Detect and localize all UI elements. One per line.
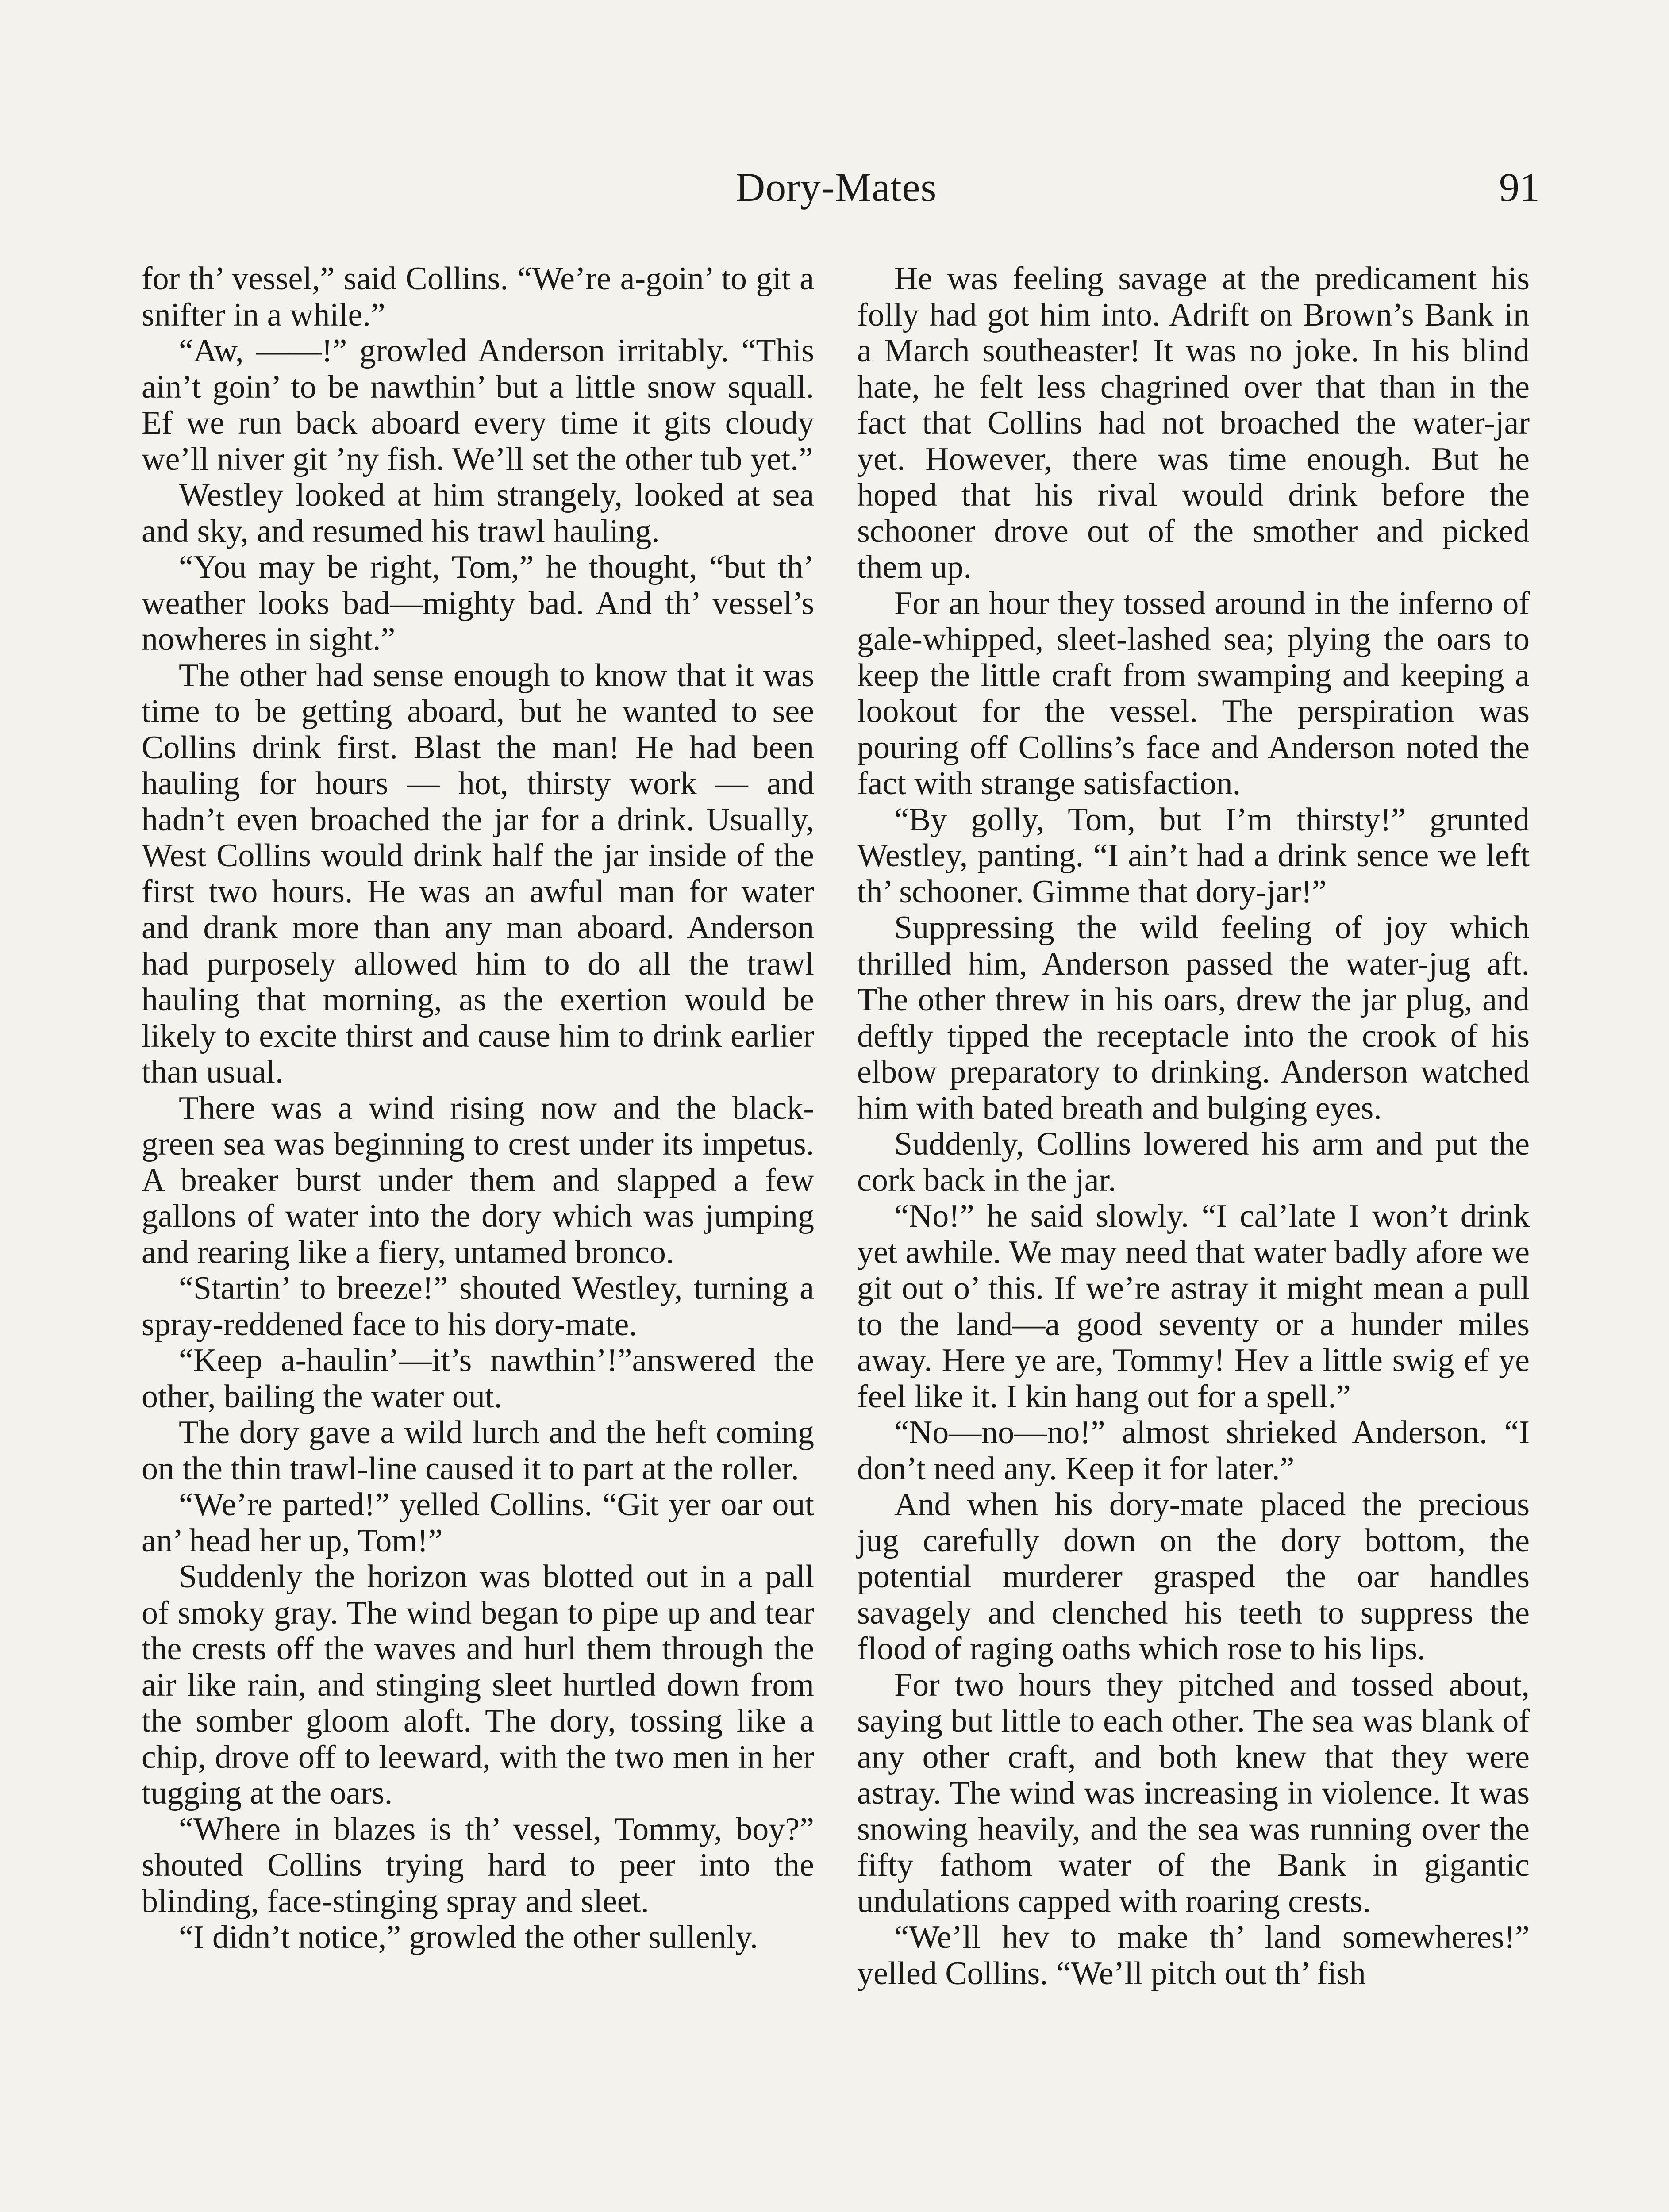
paragraph: “No—no—no!” almost shrieked Anderson. “I don’t need any. Keep it for later.” (857, 1414, 1530, 1487)
paragraph: For two hours they pitched and tossed about, saying but little to each other. The sea was blank of any other craft, and both knew that they were astray. The wind was increasing in violence. It was snowing heavily, and the sea was running over the fifty fathom water of the Bank in gigantic undulations capped with roaring crests. (857, 1667, 1530, 1920)
page-number: 91 (1499, 165, 1540, 210)
paragraph: “By golly, Tom, but I’m thirsty!” grunted Westley, panting. “I ain’t had a drink sence we left th’ schooner. Gimme that dory-jar!” (857, 801, 1530, 910)
running-title: Dory-Mates (735, 165, 937, 210)
paragraph: Suppressing the wild feeling of joy which thrilled him, Anderson passed the water-jug aft. The other threw in his oars, drew the jar plug, and deftly tipped the receptacle into the crook of his elbow preparatory to drinking. Anderson watched him with bated breath and bulging eyes. (857, 910, 1530, 1126)
paragraph: “Aw, ——!” growled Anderson irritably. “This ain’t goin’ to be nawthin’ but a little snow squall. Ef we run back aboard every time it gits cloudy we’ll niver git ’ny fish. We’ll set the other tub yet.” (142, 333, 814, 477)
paragraph: “I didn’t notice,” growled the other sullenly. (179, 1919, 758, 1955)
right-column (857, 261, 1530, 1992)
running-head (133, 164, 1540, 226)
paragraph: For an hour they tossed around in the inferno of gale-whipped, sleet-lashed sea; plying the oars to keep the little craft from swamping and keeping a lookout for the vessel. The perspiration was pouring off Collins’s face and Anderson noted the fact with strange satisfaction. (857, 585, 1530, 802)
paragraph: There was a wind rising now and the black-green sea was beginning to crest under its impetus. A breaker burst under them and slapped a few gallons of water into the dory which was jumping and rearing like a fiery, untamed bronco. (142, 1090, 814, 1271)
paragraph: “Where in blazes is th’ vessel, Tommy, boy?” shouted Collins trying hard to peer into the blinding, face-stinging spray and sleet. (142, 1811, 814, 1920)
paragraph: “We’ll hev to make th’ land somewheres!” yelled Collins. “We’ll pitch out th’ fish (857, 1919, 1530, 1992)
paragraph: The other had sense enough to know that it was time to be getting aboard, but he wanted to see Collins drink first. Blast the man! He had been hauling for hours — hot, thirsty work — and hadn’t even broached the jar for a drink. Usually, West Collins would drink half the jar inside of the first two hours. He was an awful man for water and drank more than any man aboard. Anderson had purposely allowed him to do all the trawl hauling that morning, as the exertion would be likely to excite thirst and cause him to drink earlier than usual. (142, 657, 814, 1090)
paragraph: “Keep a-haulin’—it’s nawthin’!”answered the other, bailing the water out. (142, 1342, 814, 1415)
paragraph: for th’ vessel,” said Collins. “We’re a-goin’ to git a snifter in a while.” (142, 261, 814, 333)
left-column (142, 261, 814, 1956)
paragraph: “No!” he said slowly. “I cal’late I won’t drink yet awhile. We may need that water badly afore we git out o’ this. If we’re astray it might mean a pull to the land—a good seventy or a hunder miles away. Here ye are, Tommy! Hev a little swig ef ye feel like it. I kin hang out for a spell.” (857, 1198, 1530, 1415)
paragraph: Westley looked at him strangely, looked at sea and sky, and resumed his trawl hauling. (142, 477, 814, 549)
paragraph: And when his dory-mate placed the precious jug carefully down on the dory bottom, the potential murderer grasped the oar handles savagely and clenched his teeth to suppress the flood of raging oaths which rose to his lips. (857, 1486, 1530, 1667)
paragraph: “We’re parted!” yelled Collins. “Git yer oar out an’ head her up, Tom!” (142, 1486, 814, 1559)
paragraph: “You may be right, Tom,” he thought, “but th’ weather looks bad—mighty bad. And th’ vessel’s nowheres in sight.” (142, 549, 814, 657)
paragraph: Suddenly, Collins lowered his arm and put the cork back in the jar. (857, 1126, 1530, 1198)
paragraph: “Startin’ to breeze!” shouted Westley, turning a spray-reddened face to his dory-mate. (142, 1270, 814, 1343)
paragraph: The dory gave a wild lurch and the heft coming on the thin trawl-line caused it to part at the roller. (142, 1414, 814, 1487)
paragraph: He was feeling savage at the predicament his folly had got him into. Adrift on Brown’s Bank in a March southeaster! It was no joke. In his blind hate, he felt less chagrined over that than in the fact that Collins had not broached the water-jar yet. However, there was time enough. But he hoped that his rival would drink before the schooner drove out of the smother and picked them up. (857, 261, 1530, 585)
paragraph: Suddenly the horizon was blotted out in a pall of smoky gray. The wind began to pipe up and tear the crests off the waves and hurl them through the air like rain, and stinging sleet hurtled down from the somber gloom aloft. The dory, tossing like a chip, drove off to leeward, with the two men in her tugging at the oars. (142, 1559, 814, 1811)
